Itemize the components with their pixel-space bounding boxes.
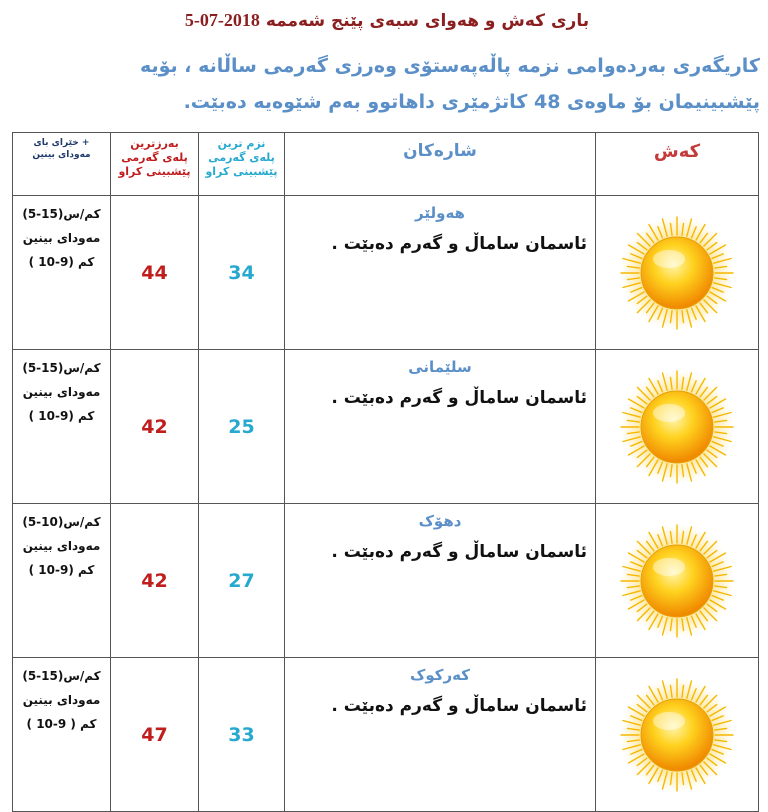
table-row [13, 658, 759, 812]
weather-icon-cell [596, 658, 759, 812]
wind-speed: (5-15)کم/س [22, 669, 101, 683]
weather-description: ئاسمان ساماڵ و گەرم دەبێت . [331, 542, 587, 562]
weather-icon-cell [596, 504, 759, 658]
max-temp: 42 [111, 504, 199, 658]
min-temp: 33 [199, 658, 285, 812]
header-min-temp: نزم ترین پلەی گەرمی پێشبینی کراو [199, 133, 285, 196]
max-temp: 47 [111, 658, 199, 812]
visibility-range: ( 10-9 ) کم [26, 717, 97, 731]
visibility-label: مەودای بینین [22, 385, 101, 399]
visibility-range: ( 10-9) کم [28, 563, 95, 577]
forecast-date: 2018-07-5 [184, 10, 260, 30]
city-name: دهۆک [418, 512, 462, 530]
wind-speed: (5-10)کم/س [22, 515, 101, 529]
table-row [13, 504, 759, 658]
wind-speed: (5-15)کم/س [22, 361, 101, 375]
wind-visibility [13, 350, 111, 504]
wind-visibility [13, 658, 111, 812]
sun-icon [619, 369, 735, 485]
header-city: شارەکان [285, 133, 596, 196]
header-wind: خێرای بای + مەودای بینین [13, 133, 111, 196]
max-temp: 44 [111, 196, 199, 350]
sun-icon [619, 523, 735, 639]
wind-speed: (5-15)کم/س [22, 207, 101, 221]
visibility-label: مەودای بینین [22, 693, 101, 707]
city-cell [285, 196, 596, 350]
visibility-label: مەودای بینین [22, 231, 101, 245]
forecast-table [12, 132, 759, 812]
wind-visibility [13, 196, 111, 350]
table-row [13, 350, 759, 504]
weather-description: ئاسمان ساماڵ و گەرم دەبێت . [331, 388, 587, 408]
table-header-row [13, 133, 759, 196]
title-text: باری کەش و هەوای سبەی پێنج شەممە [265, 11, 590, 31]
intro-line-2: پێشبینیمان بۆ ماوەی 48 کاتژمێری داهاتوو بەم شێوەیە دەبێت. [183, 91, 760, 113]
visibility-label: مەودای بینین [22, 539, 101, 553]
weather-icon-cell [596, 196, 759, 350]
sun-icon [619, 215, 735, 331]
intro-line-1: کاریگەری بەردەوامی نزمە پاڵەپەستۆی وەرزی گەرمی ساڵانە ، بۆیە [139, 55, 760, 77]
weather-description: ئاسمان ساماڵ و گەرم دەبێت . [331, 696, 587, 716]
weather-icon-cell [596, 350, 759, 504]
page-title [0, 10, 768, 31]
table-row [13, 196, 759, 350]
min-temp: 34 [199, 196, 285, 350]
city-name: کەرکوک [410, 666, 470, 684]
header-weather: کەش [596, 133, 759, 196]
max-temp: 42 [111, 350, 199, 504]
min-temp: 27 [199, 504, 285, 658]
header-max-temp: بەرزترین پلەی گەرمی پێشبینی کراو [111, 133, 199, 196]
city-name: هەولێر [415, 204, 465, 222]
city-cell [285, 504, 596, 658]
visibility-range: ( 10-9) کم [28, 409, 95, 423]
city-cell [285, 658, 596, 812]
wind-visibility [13, 504, 111, 658]
city-name: سلێمانی [408, 358, 472, 376]
weather-description: ئاسمان ساماڵ و گەرم دەبێت . [331, 234, 587, 254]
min-temp: 25 [199, 350, 285, 504]
city-cell [285, 350, 596, 504]
visibility-range: ( 10-9) کم [28, 255, 95, 269]
sun-icon [619, 677, 735, 793]
